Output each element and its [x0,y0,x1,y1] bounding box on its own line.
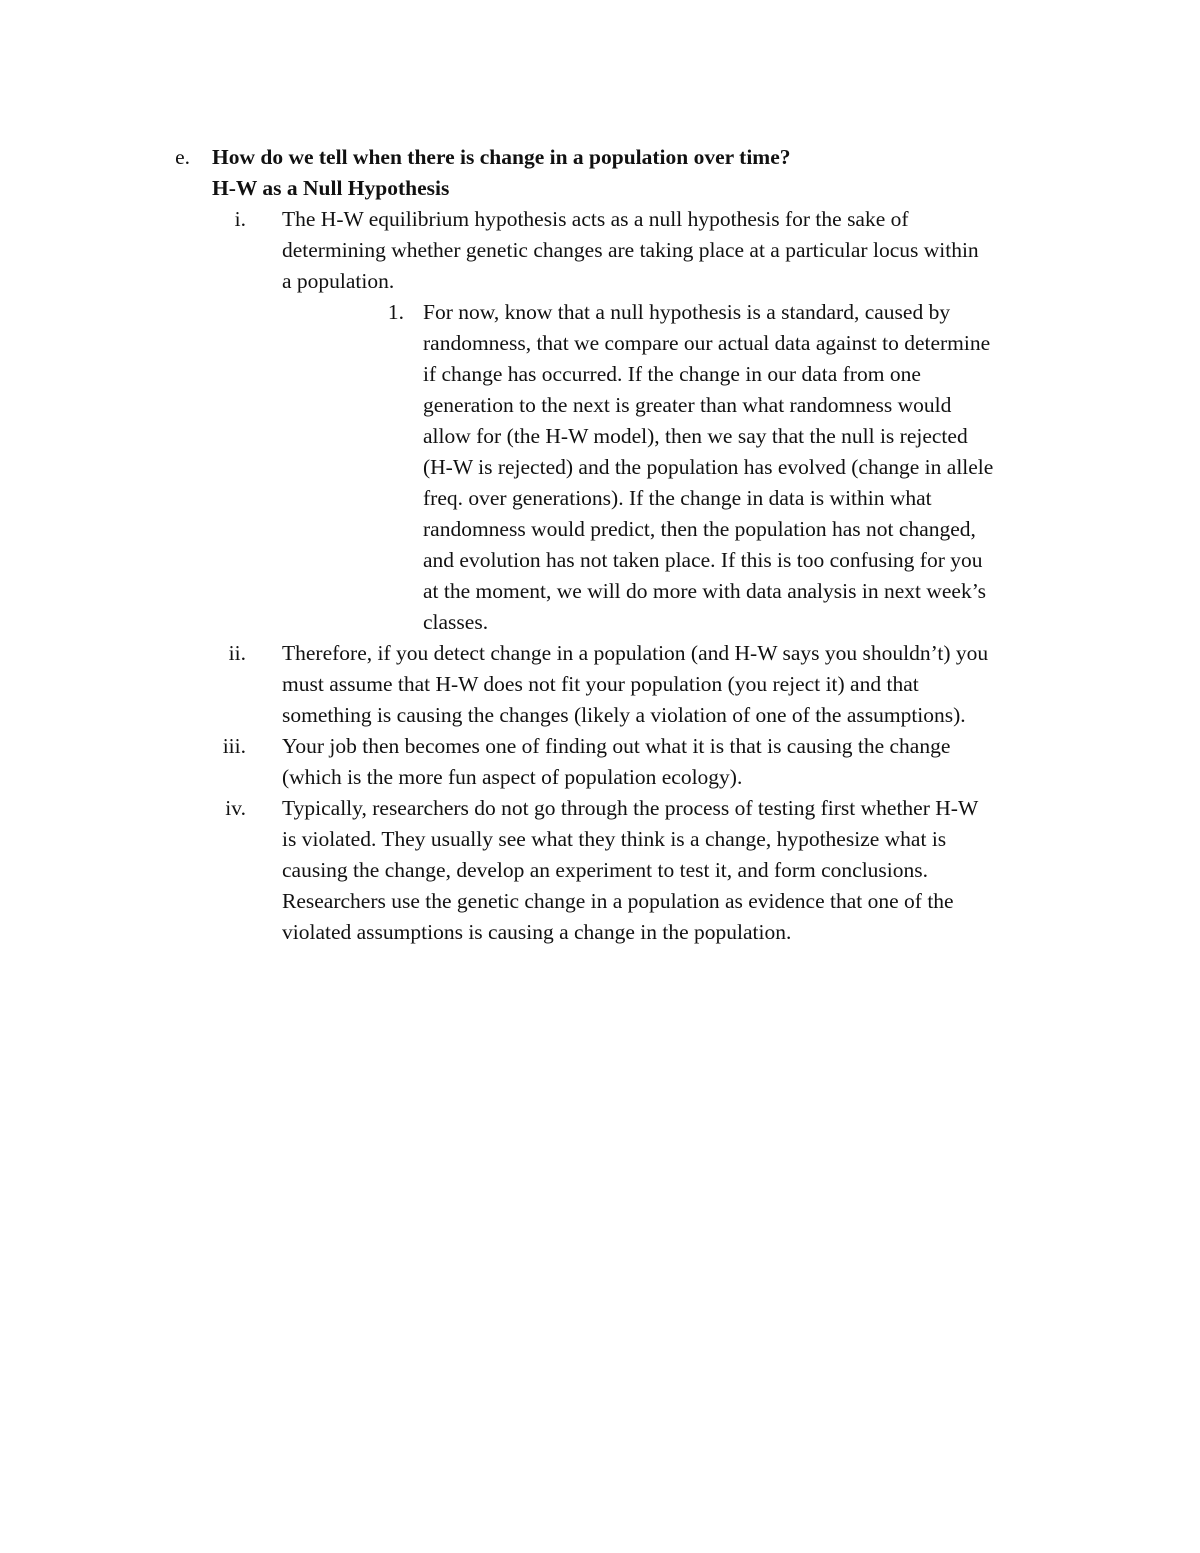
section-subtitle: H-W as a Null Hypothesis [212,176,450,200]
sublist-item-1-line-1: For now, know that a null hypothesis is a standard, caused by [423,300,951,324]
list-item-marker-iii: iii. [222,734,246,758]
sublist-item-marker-1: 1. [387,300,404,324]
sublist-item-1-line-2: randomness, that we compare our actual data against to determine [423,331,991,355]
list-item-marker-iv: iv. [225,796,246,820]
section-title: How do we tell when there is change in a population over time? [212,145,791,169]
sublist-item-1-line-8: randomness would predict, then the population has not changed, [423,517,976,541]
list-item-i-line-2: determining whether genetic changes are taking place at a particular locus within [282,238,979,262]
list-item-iv-line-1: Typically, researchers do not go through the process of testing first whether H-W [282,796,979,820]
list-item-iii-line-1: Your job then becomes one of finding out what it is that is causing the change [282,734,951,758]
sublist-item-1-line-5: allow for (the H-W model), then we say that the null is rejected [423,424,968,448]
sublist-item-1-line-9: and evolution has not taken place. If this is too confusing for you [423,548,983,572]
sublist-item-1-line-3: if change has occurred. If the change in our data from one [423,362,921,386]
sublist-item-1-line-4: generation to the next is greater than what randomness would [423,393,952,417]
list-item-i-line-3: a population. [282,269,395,293]
list-item-iv-line-3: causing the change, develop an experiment to test it, and form conclusions. [282,858,929,882]
list-item-ii-line-1: Therefore, if you detect change in a population (and H-W says you shouldn’t) you [282,641,989,665]
list-item-marker-ii: ii. [228,641,246,665]
list-item-iii-line-2: (which is the more fun aspect of population ecology). [282,765,743,789]
section-marker: e. [175,145,190,169]
list-item-ii-line-2: must assume that H-W does not fit your population (you reject it) and that [282,672,919,696]
sublist-item-1-line-11: classes. [423,610,489,634]
list-item-i-line-1: The H-W equilibrium hypothesis acts as a null hypothesis for the sake of [282,207,909,231]
list-item-iv-line-4: Researchers use the genetic change in a population as evidence that one of the [282,889,954,913]
list-item-iv-line-5: violated assumptions is causing a change in the population. [282,920,792,944]
list-item-marker-i: i. [234,207,246,231]
sublist-item-1-line-10: at the moment, we will do more with data analysis in next week’s [423,579,987,603]
list-item-ii-line-3: something is causing the changes (likely a violation of one of the assumptions). [282,703,966,727]
sublist-item-1-line-7: freq. over generations). If the change in data is within what [423,486,932,510]
list-item-iv-line-2: is violated. They usually see what they think is a change, hypothesize what is [282,827,947,851]
sublist-item-1-line-6: (H-W is rejected) and the population has evolved (change in allele [423,455,994,479]
